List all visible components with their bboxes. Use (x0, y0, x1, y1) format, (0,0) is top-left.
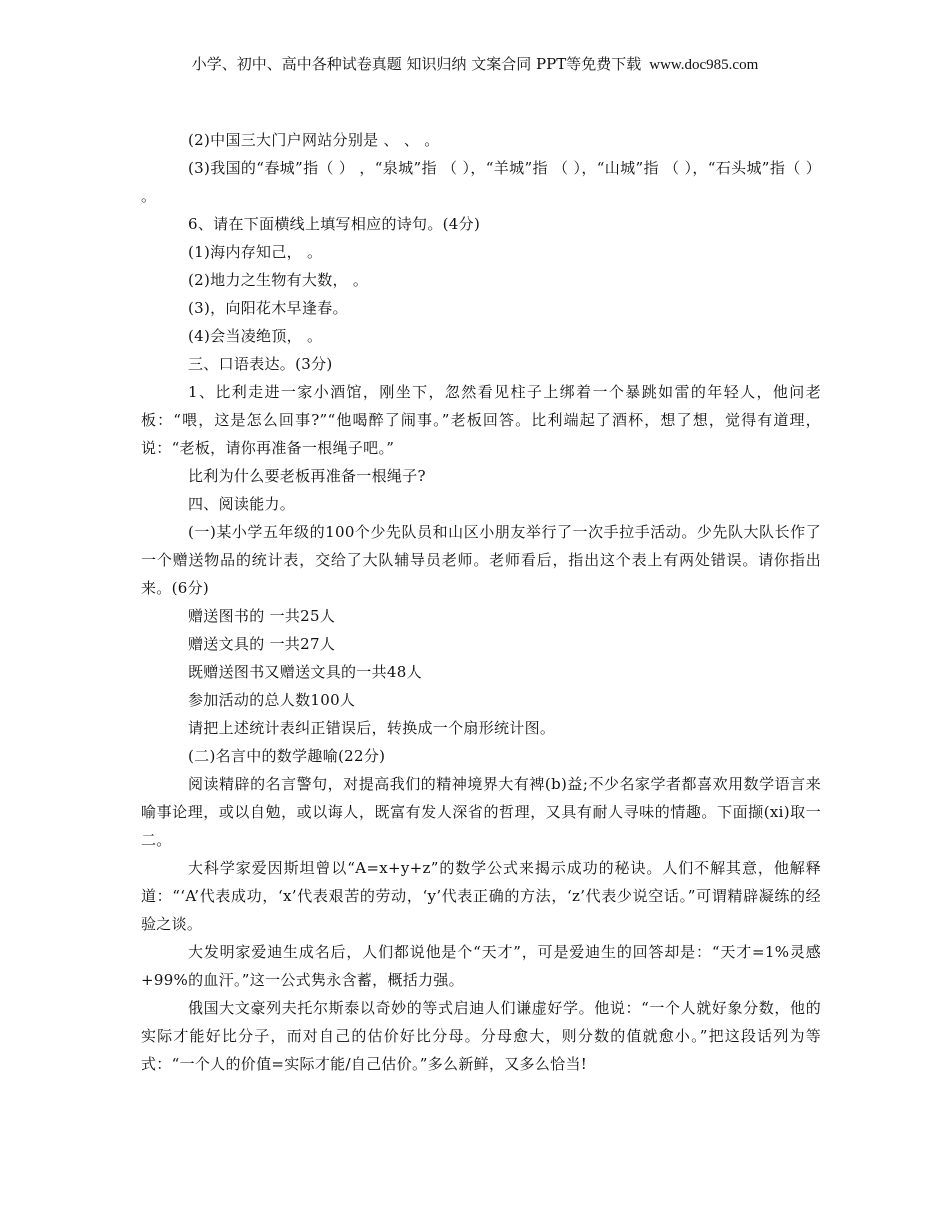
poem-line-4: (4)会当凌绝顶， 。 (188, 327, 323, 345)
reading-2-para-edison: 大发明家爱迪生成名后，人们都说他是个“天才”，可是爱迪生的回答却是：“天才=1%灵感+99%的血汗。”这一公式隽永含蓄，概括力强。 (141, 943, 821, 989)
poem-line-1: (1)海内存知己， 。 (188, 243, 323, 261)
stat-books: 赠送图书的 一共25人 (188, 607, 336, 625)
page-header (0, 54, 950, 75)
stat-total: 参加活动的总人数100人 (188, 691, 356, 709)
reading-2-para-einstein: 大科学家爱因斯坦曾以“A=x+y+z”的数学公式来揭示成功的秘诀。人们不解其意，他解释道：“‘A’代表成功，‘x’代表艰苦的劳动，‘y’代表正确的方法，‘z’代表少说空话。”可谓精辟凝练的经验之谈。 (141, 859, 821, 933)
stat-stationery: 赠送文具的 一共27人 (188, 635, 336, 653)
question-portals: (2)中国三大门户网站分别是 、 、 。 (188, 131, 440, 149)
poem-line-3: (3)，向阳花木早逢春。 (188, 299, 348, 317)
oral-story: 1、比利走进一家小酒馆，刚坐下，忽然看见柱子上绑着一个暴跳如雷的年轻人，他问老板：“喂，这是怎么回事?”“他喝醉了闹事。”老板回答。比利端起了酒杯，想了想，觉得有道理，说：“老板，请你再准备一根绳子吧。” (141, 383, 821, 457)
stat-both: 既赠送图书又赠送文具的一共48人 (188, 663, 422, 681)
reading-2-para-tolstoy: 俄国大文豪列夫托尔斯泰以奇妙的等式启迪人们谦虚好学。他说：“一个人就好象分数，他的实际才能好比分子，而对自己的估价好比分母。分母愈大，则分数的值就愈小。”把这段话列为等式：“一个人的价值=实际才能/自己估价。”多么新鲜，又多么恰当! (141, 999, 821, 1073)
stat-instruction: 请把上述统计表纠正错误后，转换成一个扇形统计图。 (188, 719, 556, 737)
reading-1-intro: (一)某小学五年级的100个少先队员和山区小朋友举行了一次手拉手活动。少先队大队长作了一个赠送物品的统计表，交给了大队辅导员老师。老师看后，指出这个表上有两处错误。请你指出来。(6分) (141, 523, 821, 597)
poem-line-2: (2)地力之生物有大数， 。 (188, 271, 369, 289)
reading-2-heading: (二)名言中的数学趣喻(22分) (188, 747, 386, 765)
reading-2-para-1: 阅读精辟的名言警句，对提高我们的精神境界大有裨(b)益;不少名家学者都喜欢用数学语言来喻事论理，或以自勉，或以诲人，既富有发人深省的哲理，又具有耐人寻味的情趣。下面撷(xi)取一二。 (141, 775, 821, 849)
question-city-nicknames: (3)我国的“春城”指（ ） ，“泉城”指 （ ），“羊城”指 （ ），“山城”指 （ ），“石头城”指（ ） 。 (141, 159, 821, 205)
header-title: 小学、初中、高中各种试卷真题 知识归纳 文案合同 PPT等免费下载 (191, 55, 642, 73)
question-6-heading: 6、请在下面横线上填写相应的诗句。(4分) (188, 215, 481, 233)
document-body (141, 126, 821, 1078)
header-url[interactable]: www.doc985.com (649, 57, 759, 73)
section-3-heading: 三、口语表达。(3分) (188, 355, 333, 373)
oral-question: 比利为什么要老板再准备一根绳子? (188, 467, 426, 485)
section-4-heading: 四、阅读能力。 (188, 495, 296, 513)
